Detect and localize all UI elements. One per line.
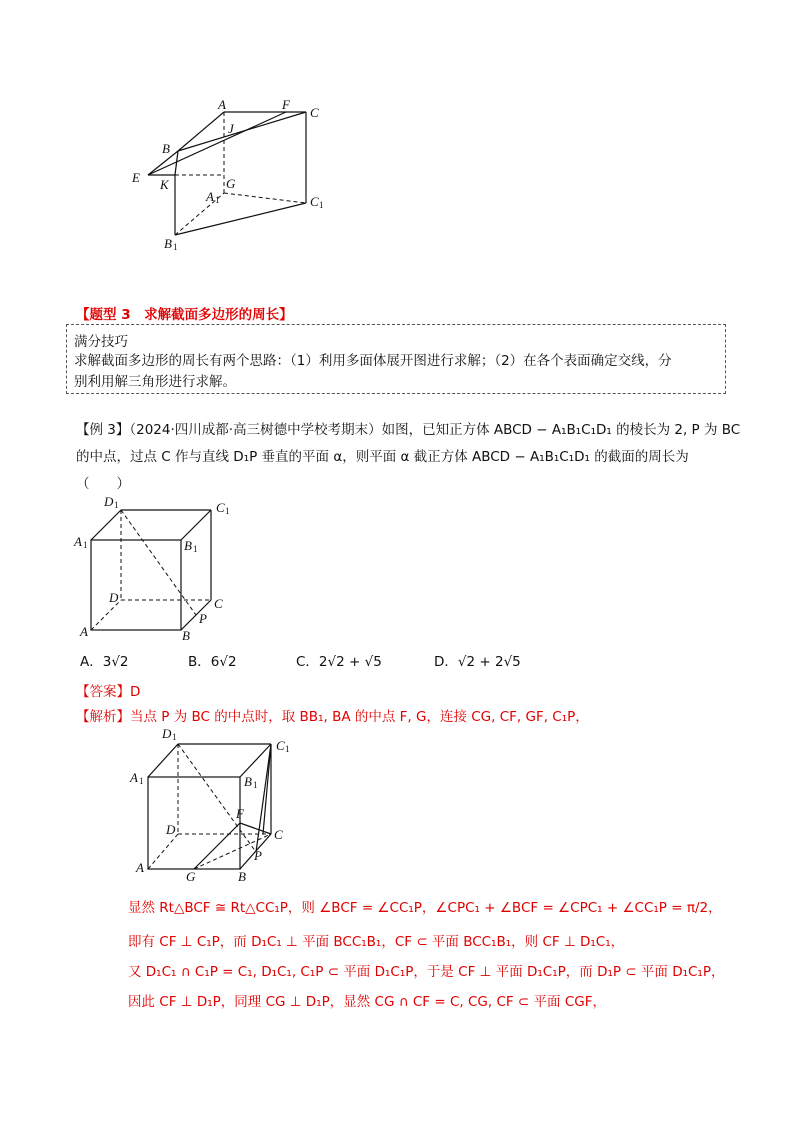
fig1-label-G: G — [226, 176, 236, 191]
fig1-sub: 1 — [319, 200, 324, 210]
fig2-sub: 1 — [114, 500, 119, 510]
fig3-sub: 1 — [253, 780, 258, 790]
analysis-line-5: 因此 CF ⊥ D₁P，同理 CG ⊥ D₁P，显然 CG ∩ CF = C, CG, CF ⊂ 平面 CGF， — [128, 994, 606, 1010]
fig2-label-B1: B — [184, 538, 192, 553]
section-heading: 【题型 3 求解截面多边形的周长】 — [76, 307, 293, 323]
figure-cube — [66, 490, 246, 640]
fig2-sub: 1 — [225, 506, 230, 516]
fig3-label-P: P — [254, 848, 262, 863]
fig1-label-C1: C — [310, 194, 319, 209]
fig1-label-F: F — [282, 97, 290, 112]
fig1-label-E: E — [132, 170, 140, 185]
fig2-label-A1: A — [74, 534, 82, 549]
fig2-sub: 1 — [83, 540, 88, 550]
fig3-label-C1: C — [276, 738, 285, 753]
analysis-line-1: 【解析】当点 P 为 BC 的中点时，取 BB₁, BA 的中点 F, G，连接 CG, CF, GF, C₁P， — [76, 709, 589, 725]
fig3-label-A1: A — [130, 770, 138, 785]
option-d[interactable]: D．√2 + 2√5 — [434, 654, 521, 670]
fig2-label-D1: D — [104, 494, 114, 509]
fig3-label-D1: D — [162, 726, 172, 741]
fig1-label-J: J — [228, 121, 234, 136]
analysis-line-4: 又 D₁C₁ ∩ C₁P = C₁, D₁C₁, C₁P ⊂ 平面 D₁C₁P，于是 CF ⊥ 平面 D₁C₁P，而 D₁P ⊂ 平面 D₁C₁P， — [128, 964, 725, 980]
option-b[interactable]: B．6√2 — [188, 654, 237, 670]
fig3-sub: 1 — [139, 776, 144, 786]
fig2-sub: 1 — [193, 544, 198, 554]
fig3-label-B: B — [238, 869, 246, 882]
figure-cube-section — [126, 722, 306, 882]
tip-title: 满分技巧 — [74, 334, 128, 350]
fig2-label-A: A — [80, 624, 88, 639]
option-a[interactable]: A．3√2 — [80, 654, 129, 670]
analysis-line-3: 即有 CF ⊥ C₁P，而 D₁C₁ ⊥ 平面 BCC₁B₁，CF ⊂ 平面 BCC₁B₁，则 CF ⊥ D₁C₁， — [128, 934, 625, 950]
fig2-label-B: B — [182, 628, 190, 640]
fig3-label-A: A — [136, 860, 144, 875]
fig3-label-F: F — [236, 806, 244, 821]
fig3-label-C: C — [274, 827, 283, 842]
fig2-label-P: P — [199, 611, 207, 626]
figure-prism-section — [120, 95, 340, 265]
fig3-label-D: D — [166, 822, 176, 837]
fig3-label-B1: B — [244, 774, 252, 789]
tip-line-2: 别利用解三角形进行求解。 — [74, 374, 236, 390]
example-line-1: 【例 3】（2024·四川成都·高三树德中学校考期末）如图，已知正方体 ABCD − A₁B₁C₁D₁ 的棱长为 2, P 为 BC — [76, 422, 741, 438]
fig1-label-B: B — [162, 141, 170, 156]
fig2-label-C: C — [214, 596, 223, 611]
fig1-label-A: A — [218, 97, 226, 112]
answer: 【答案】D — [76, 684, 141, 700]
fig1-sub: 1 — [173, 242, 178, 252]
fig3-sub: 1 — [285, 744, 290, 754]
fig2-label-D: D — [109, 590, 119, 605]
fig1-label-C: C — [310, 105, 319, 120]
fig1-sub: 1 — [215, 195, 220, 205]
fig3-sub: 1 — [172, 732, 177, 742]
analysis-line-2: 显然 Rt△BCF ≅ Rt△CC₁P，则 ∠BCF = ∠CC₁P，∠CPC₁ + ∠BCF = ∠CPC₁ + ∠CC₁P = π/2， — [128, 900, 722, 916]
option-c[interactable]: C．2√2 + √5 — [296, 654, 382, 670]
fig1-label-A1: A — [206, 189, 214, 204]
example-line-2: 的中点，过点 C 作与直线 D₁P 垂直的平面 α，则平面 α 截正方体 ABCD − A₁B₁C₁D₁ 的截面的周长为 — [76, 449, 689, 465]
fig1-label-K: K — [160, 177, 169, 192]
example-line-3: （ ） — [76, 476, 130, 492]
fig2-label-C1: C — [216, 500, 225, 515]
tip-line-1: 求解截面多边形的周长有两个思路：（1）利用多面体展开图进行求解；（2）在各个表面确定交线，分 — [74, 353, 672, 369]
fig1-label-B1: B — [164, 236, 172, 251]
fig3-label-G: G — [186, 869, 196, 882]
